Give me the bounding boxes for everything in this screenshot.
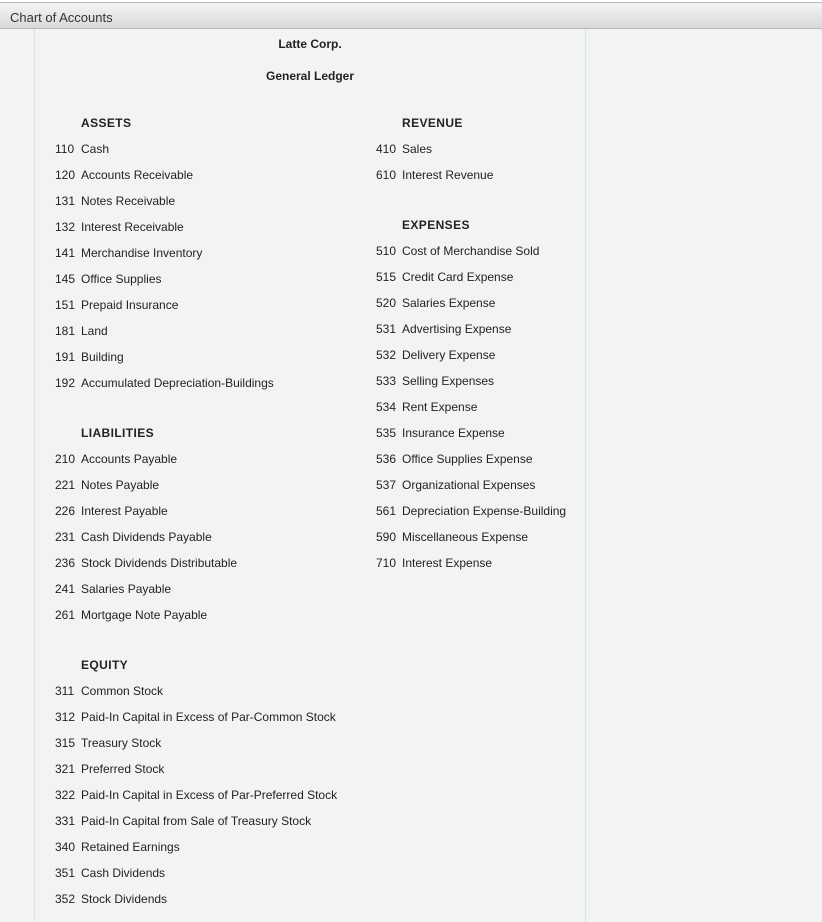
account-name: Preferred Stock: [81, 762, 165, 776]
account-row: [55, 273, 162, 285]
account-name: Prepaid Insurance: [81, 298, 179, 312]
account-name: Interest Revenue: [402, 168, 494, 182]
account-number: 515: [376, 270, 397, 284]
report-title: General Ledger: [265, 69, 355, 83]
account-name: Insurance Expense: [402, 426, 505, 440]
account-name: Advertising Expense: [402, 322, 512, 336]
account-name: Salaries Expense: [402, 296, 496, 310]
window-title: Chart of Accounts: [10, 10, 113, 25]
account-number: 221: [55, 478, 76, 492]
account-number: 312: [55, 710, 76, 724]
panel-divider-right: [585, 29, 586, 922]
account-number: 410: [376, 142, 397, 156]
account-name: Treasury Stock: [81, 736, 162, 750]
account-number: 520: [376, 296, 397, 310]
account-number: 120: [55, 168, 76, 182]
account-name: Building: [81, 350, 124, 364]
account-number: 535: [376, 426, 397, 440]
account-row: [55, 867, 165, 879]
account-row: [376, 479, 535, 491]
account-name: Miscellaneous Expense: [402, 530, 529, 544]
account-name: Accumulated Depreciation-Buildings: [81, 376, 274, 390]
account-row: [55, 143, 109, 155]
account-row: [376, 323, 511, 335]
account-row: [376, 531, 528, 543]
account-number: 131: [55, 194, 76, 208]
account-row: [55, 737, 161, 749]
account-name: Depreciation Expense-Building: [402, 504, 567, 518]
panel-divider-left: [34, 29, 35, 922]
account-row: [376, 401, 477, 413]
account-name: Delivery Expense: [402, 348, 496, 362]
account-name: Salaries Payable: [81, 582, 172, 596]
account-row: [55, 789, 337, 801]
account-name: Rent Expense: [402, 400, 478, 414]
account-number: 311: [55, 684, 75, 698]
account-name: Interest Receivable: [81, 220, 184, 234]
account-row: [55, 763, 164, 775]
account-name: Paid-In Capital in Excess of Par-Preferred Stock: [81, 788, 338, 802]
account-name: Interest Payable: [81, 504, 168, 518]
account-row: [376, 557, 492, 569]
account-number: 322: [55, 788, 76, 802]
section-heading-revenue: REVENUE: [402, 116, 463, 130]
account-number: 531: [376, 322, 397, 336]
account-row: [55, 453, 177, 465]
ledger-panel: [0, 29, 822, 922]
account-number: 315: [55, 736, 76, 750]
account-row: [55, 609, 207, 621]
account-name: Interest Expense: [402, 556, 493, 570]
account-row: [55, 325, 108, 337]
account-number: 351: [55, 866, 76, 880]
account-row: [55, 479, 159, 491]
section-heading-liabilities: LIABILITIES: [81, 426, 155, 440]
account-name: Retained Earnings: [81, 840, 180, 854]
account-number: 561: [376, 504, 397, 518]
account-row: [55, 557, 237, 569]
section-heading-expenses: EXPENSES: [402, 218, 470, 232]
account-number: 226: [55, 504, 76, 518]
account-name: Credit Card Expense: [402, 270, 514, 284]
account-row: [376, 245, 539, 257]
account-row: [55, 583, 171, 595]
account-row: [376, 169, 493, 181]
account-number: 145: [55, 272, 76, 286]
account-number: 191: [55, 350, 76, 364]
account-row: [55, 505, 168, 517]
account-row: [376, 453, 533, 465]
account-row: [55, 711, 336, 723]
account-name: Merchandise Inventory: [81, 246, 203, 260]
account-row: [376, 505, 566, 517]
account-number: 261: [55, 608, 76, 622]
account-name: Common Stock: [81, 684, 164, 698]
account-name: Stock Dividends: [81, 892, 168, 906]
account-number: 537: [376, 478, 397, 492]
account-row: [55, 377, 274, 389]
account-row: [55, 247, 202, 259]
account-number: 532: [376, 348, 397, 362]
account-row: [55, 841, 180, 853]
account-number: 534: [376, 400, 397, 414]
account-number: 192: [55, 376, 76, 390]
account-name: Selling Expenses: [402, 374, 495, 388]
account-row: [376, 297, 495, 309]
account-number: 533: [376, 374, 397, 388]
account-name: Mortgage Note Payable: [81, 608, 208, 622]
account-row: [55, 815, 311, 827]
section-heading-equity: EQUITY: [81, 658, 129, 672]
account-name: Sales: [402, 142, 433, 156]
company-name: Latte Corp.: [278, 37, 342, 51]
account-row: [55, 351, 124, 363]
account-name: Cash Dividends Payable: [81, 530, 212, 544]
account-name: Notes Payable: [81, 478, 160, 492]
account-row: [55, 531, 212, 543]
account-row: [376, 143, 432, 155]
account-row: [55, 685, 163, 697]
account-name: Stock Dividends Distributable: [81, 556, 238, 570]
account-name: Office Supplies: [81, 272, 162, 286]
account-row: [376, 349, 495, 361]
account-number: 110: [55, 142, 75, 156]
account-number: 210: [55, 452, 76, 466]
account-name: Cash: [81, 142, 110, 156]
account-row: [55, 169, 193, 181]
account-number: 141: [55, 246, 76, 260]
account-number: 236: [55, 556, 76, 570]
account-name: Notes Receivable: [81, 194, 176, 208]
account-number: 536: [376, 452, 397, 466]
window-titlebar: [0, 2, 822, 29]
account-row: [55, 221, 184, 233]
account-number: 331: [55, 814, 76, 828]
account-number: 321: [55, 762, 76, 776]
account-row: [55, 299, 178, 311]
account-name: Cost of Merchandise Sold: [402, 244, 540, 258]
account-number: 340: [55, 840, 76, 854]
account-number: 710: [376, 556, 397, 570]
account-number: 132: [55, 220, 76, 234]
account-name: Paid-In Capital in Excess of Par-Common Stock: [81, 710, 336, 724]
account-number: 510: [376, 244, 397, 258]
account-number: 590: [376, 530, 397, 544]
account-row: [376, 271, 513, 283]
account-name: Land: [81, 324, 108, 338]
account-name: Accounts Receivable: [81, 168, 194, 182]
account-row: [55, 195, 175, 207]
account-row: [55, 893, 167, 905]
account-number: 610: [376, 168, 397, 182]
account-name: Office Supplies Expense: [402, 452, 533, 466]
section-heading-assets: ASSETS: [81, 116, 132, 130]
account-number: 181: [55, 324, 76, 338]
account-row: [376, 375, 494, 387]
account-number: 231: [55, 530, 76, 544]
account-name: Paid-In Capital from Sale of Treasury Stock: [81, 814, 312, 828]
account-row: [376, 427, 505, 439]
account-number: 352: [55, 892, 76, 906]
account-number: 241: [55, 582, 76, 596]
account-name: Cash Dividends: [81, 866, 166, 880]
account-name: Organizational Expenses: [402, 478, 536, 492]
account-number: 151: [55, 298, 76, 312]
account-name: Accounts Payable: [81, 452, 178, 466]
